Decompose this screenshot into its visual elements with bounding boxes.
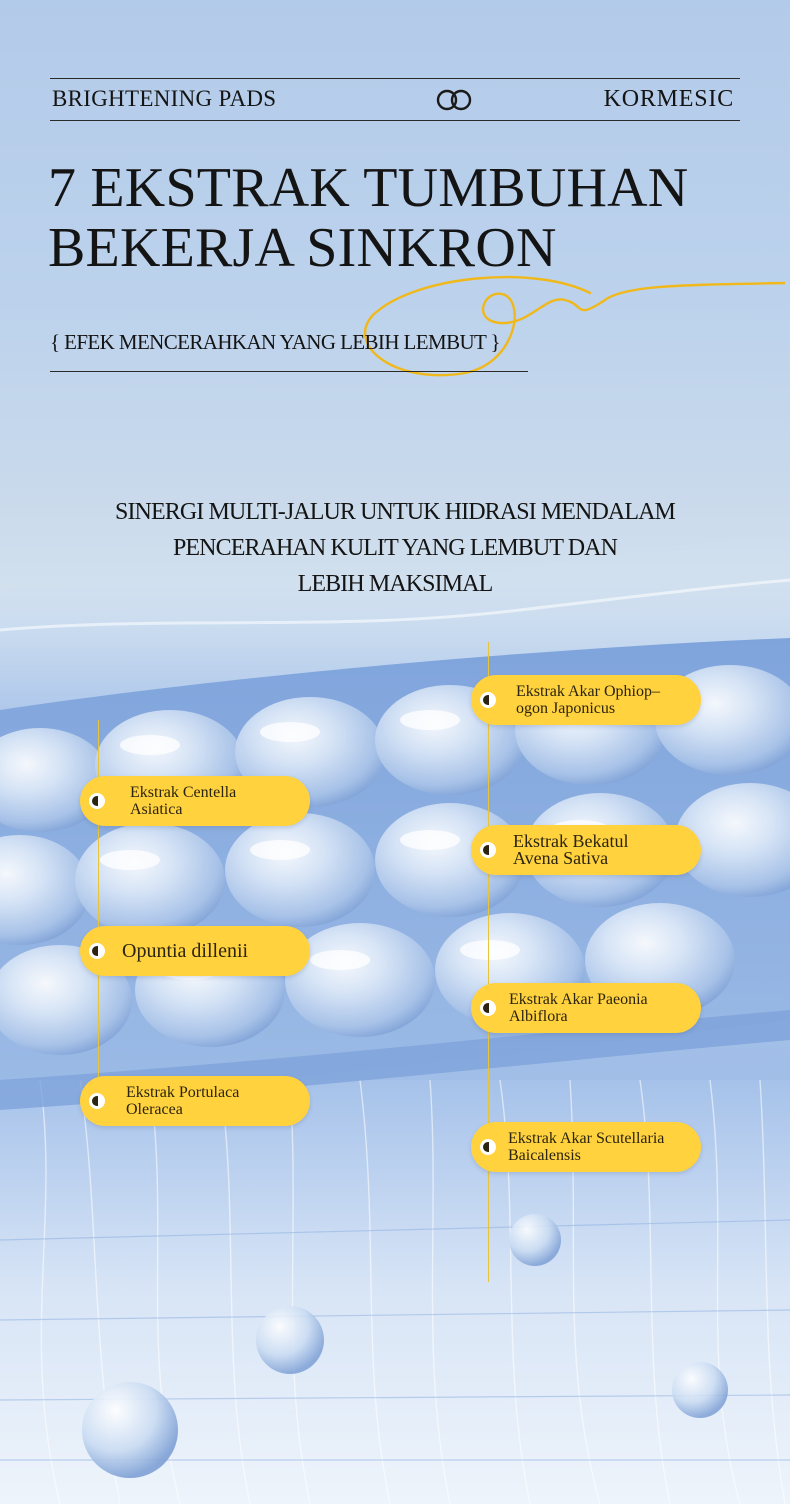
right-callout-line	[488, 642, 489, 1282]
bullet-dot-icon	[480, 692, 496, 708]
product-line-label: BRIGHTENING PADS	[52, 86, 277, 111]
bullet-dot-icon	[480, 1000, 496, 1016]
bullet-dot-icon	[480, 842, 496, 858]
extract-label: Opuntia dillenii	[122, 939, 249, 962]
extract-centella-asiatica	[80, 776, 310, 826]
extract-label: Ekstrak Centella Asiatica	[130, 784, 237, 818]
bullet-dot-icon	[480, 1139, 496, 1155]
header-bottom-rule	[50, 120, 740, 121]
subheading: { EFEK MENCERAHKAN YANG LEBIH LEMBUT }	[50, 330, 501, 354]
extract-label: Ekstrak Akar Paeonia Albiflora	[509, 991, 648, 1025]
left-callout-line	[98, 720, 99, 1080]
yellow-swoosh-decoration	[355, 245, 785, 390]
extract-label: Ekstrak Akar Ophiop– ogon Japonicus	[516, 683, 660, 717]
extract-paeonia-albiflora	[471, 983, 701, 1033]
extract-label: Ekstrak Bekatul Avena Sativa	[513, 831, 629, 868]
intro-line-1: SINERGI MULTI-JALUR UNTUK HIDRASI MENDALAM	[115, 499, 675, 525]
extract-label: Ekstrak Akar Scutellaria Baicalensis	[508, 1130, 665, 1164]
extract-avena-sativa	[471, 825, 701, 875]
intro-statement	[0, 494, 790, 602]
subhead-rule	[50, 371, 528, 372]
header-top-rule	[50, 78, 740, 79]
extract-scutellaria-baicalensis	[471, 1122, 701, 1172]
double-ring-logo-icon	[434, 88, 474, 112]
title-line-2: BEKERJA SINKRON	[48, 217, 557, 279]
title-line-1: 7 EKSTRAK TUMBUHAN	[48, 157, 689, 219]
bullet-dot-icon	[89, 793, 105, 809]
intro-line-3: LEBIH MAKSIMAL	[297, 571, 493, 597]
extract-label: Ekstrak Portulaca Oleracea	[126, 1084, 240, 1118]
intro-line-2: PENCERAHAN KULIT YANG LEMBUT DAN	[172, 535, 618, 561]
bullet-dot-icon	[89, 943, 105, 959]
bullet-dot-icon	[89, 1093, 105, 1109]
extract-opuntia-dillenii	[80, 926, 310, 976]
brand-logo: KORMESIC	[603, 86, 734, 112]
extract-ophiopogon-japonicus	[471, 675, 701, 725]
extract-portulaca-oleracea	[80, 1076, 310, 1126]
